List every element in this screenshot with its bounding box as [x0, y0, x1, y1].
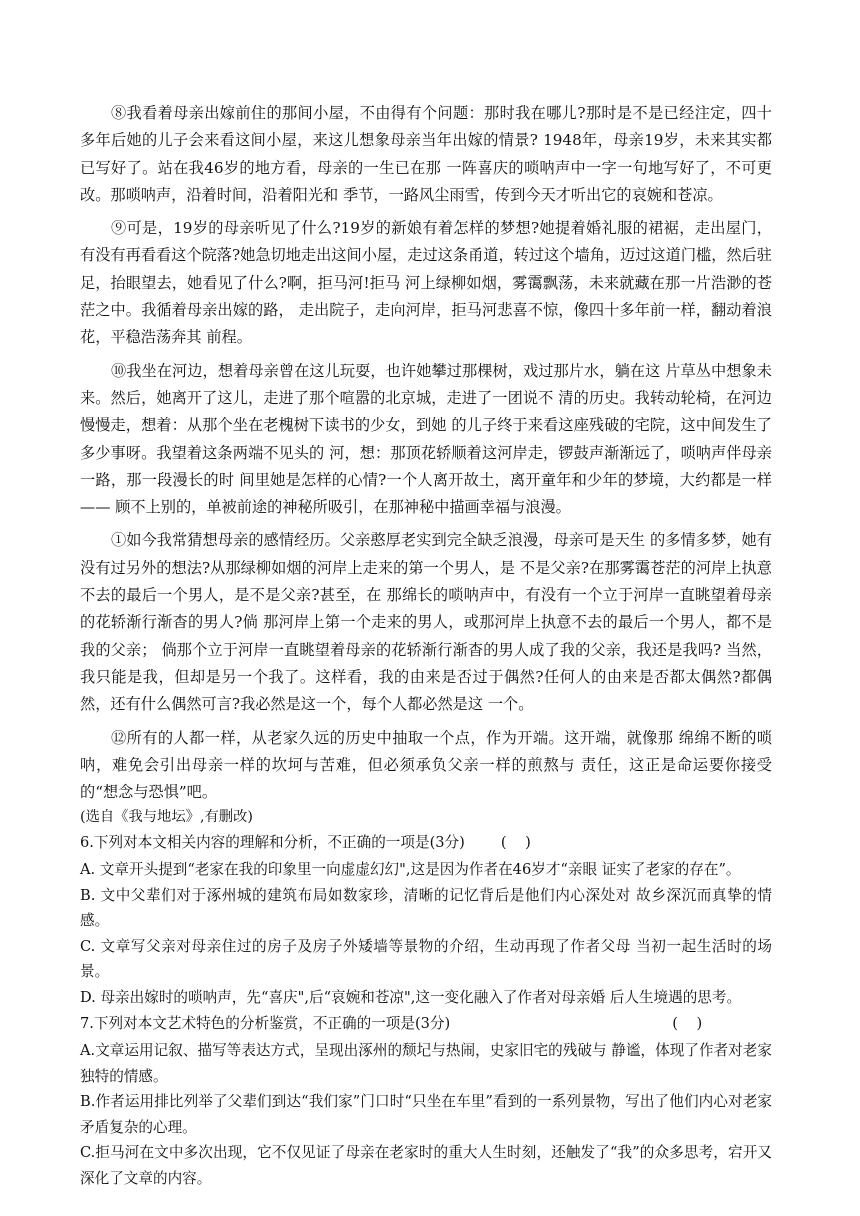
paragraph-12: ⑫所有的人都一样，从老家久远的历史中抽取一个点，作为开端。这开端，就像那 绵绵不断的唢呐，难免会引出母亲一样的坎坷与苦难，但必须承负父亲一样的煎熬与 责任，这正是命运要你接受的“想念与恐惧”吧。: [80, 728, 772, 802]
paragraph-10: ⑩我坐在河边，想着母亲曾在这儿玩耍，也许她攀过那棵树，戏过那片水，躺在这 片草丛中想象未来。然后，她离开了这儿，走进了那个喧嚣的北京城，走进了一团说不 清的历史。我转动轮椅，在河边慢慢走，想着：从那个坐在老槐树下读书的少女，到她 的儿子终于来看这座残破的宅院，这中间发生了多少事呀。我望着这条两端不见头的 河，想：那顶花轿顺着这河岸走，锣鼓声渐渐远了，唢呐声伴母亲一路，那一段漫长的时 间里她是怎样的心情?一个人离开故土，离开童年和少年的梦境，大约都是一样—— 顾不上别的，单被前途的神秘所吸引，在那神秘中描画幸福与浪漫。: [80, 361, 772, 517]
question-6-option-c: C. 文章写父亲对母亲住过的房子及房子外矮墙等景物的介绍，生动再现了作者父母 当初一起生活时的场景。: [80, 937, 772, 981]
question-7-option-b: B.作者运用排比列举了父辈们到达“我们家”门口时“只坐在车里”看到的一系列景物，写出了他们内心对老家矛盾复杂的心理。: [80, 1093, 772, 1136]
document-page: [80, 100, 772, 1191]
paragraph-9: ⑨可是，19岁的母亲听见了什么?19岁的新娘有着怎样的梦想?她提着婚礼服的裙裾，走出屋门，有没有再看看这个院落?她急切地走出这间小屋，走过这条甬道，转过这个墙角，迈过这道门槛，然后驻足，抬眼望去，她看见了什么?啊，拒马河!拒马 河上绿柳如烟，雾霭飘荡，未来就藏在那一片浩渺的苍茫之中。我循着母亲出嫁的路， 走出院子，走向河岸，拒马河悲喜不惊，像四十多年前一样，翻动着浪花，平稳浩荡奔其 前程。: [80, 219, 772, 347]
source-note: (选自《我与地坛》,有删改): [80, 809, 253, 826]
question-6-answer-blank: ( ): [500, 834, 531, 852]
question-6: [80, 831, 772, 1010]
question-6-option-d: D. 母亲出嫁时的唢呐声，先“喜庆",后“哀婉和苍凉",这一变化融入了作者对母亲婚 后人生境遇的思考。: [80, 988, 742, 1006]
paragraph-11: ①如今我常猜想母亲的感情经历。父亲憨厚老实到完全缺乏浪漫，母亲可是天生 的多情多梦，她有没有过另外的想法?从那绿柳如烟的河岸上走来的第一个男人，是 不是父亲?在那雾霭苍茫的河岸上执意不去的最后一个男人，是不是父亲?甚至，在 那绵长的唢呐声中，有没有一个立于河岸一直眺望着母亲的花轿渐行渐杳的男人?倘 那河岸上第一个走来的男人，或那河岸上执意不去的最后一个男人，都不是我的父亲； 倘那个立于河岸一直眺望着母亲的花轿渐行渐杳的男人成了我的父亲，我还是我吗? 当然，我只能是我，但却是另一个我了。这样看，我的由来是否过于偶然?任何人的由来是否都太偶然?都偶然，还有什么偶然可言?我必然是这一个，每个人都必然是这 一个。: [80, 531, 772, 714]
question-6-option-a: A. 文章开头提到“老家在我的印象里一向虚虚幻幻",这是因为作者在46岁才“亲眼 证实了老家的存在”。: [80, 861, 741, 879]
question-7-stem: 7.下列对本文艺术特色的分析鉴赏，不正确的一项是(3分): [80, 1015, 451, 1033]
question-6-option-b: B. 文中父辈们对于涿州城的建筑布局如数家珍，清晰的记忆背后是他们内心深处对 故乡深沉而真挚的情感。: [80, 886, 772, 930]
question-7-option-c: C.拒马河在文中多次出现，它不仅见证了母亲在老家时的重大人生时刻，还触发了“我”的众多思考，宕开又深化了文章的内容。: [80, 1144, 772, 1187]
question-7-answer-blank: ( ): [672, 1015, 703, 1033]
question-6-stem: 6.下列对本文相关内容的理解和分析，不正确的一项是(3分): [80, 834, 465, 852]
paragraph-8: ⑧我看着母亲出嫁前住的那间小屋，不由得有个问题：那时我在哪儿?那时是不是已经注定，四十多年后她的儿子会来看这间小屋，来这儿想象母亲当年出嫁的情景? 1948年，母亲19岁，未来其实都已写好了。站在我46岁的地方看，母亲的一生已在那 一阵喜庆的唢呐声中一字一句地写好了，不可更改。那唢呐声，沿着时间，沿着阳光和 季节，一路风尘雨雪，传到今天才听出它的哀婉和苍凉。: [80, 104, 772, 204]
question-7-option-a: A.文章运用记叙、描写等表达方式，呈现出涿州的颓圮与热闹，史家旧宅的残破与 静谧，体现了作者对老家独特的情感。: [80, 1042, 772, 1085]
question-7: [80, 1012, 772, 1191]
